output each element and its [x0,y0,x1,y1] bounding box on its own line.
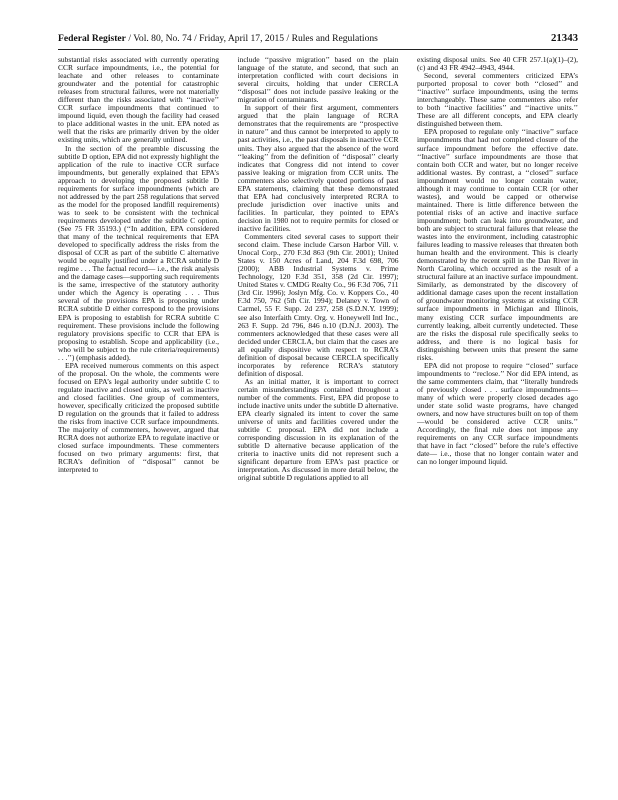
journal-name: Federal Register [58,33,126,44]
paragraph: existing disposal units. See 40 CFR 257.1(a)(1)–(2), (c) and 43 FR 4942–4943, 4944. [417,56,578,73]
text-columns [58,56,578,760]
column-3 [417,56,578,760]
paragraph: As an initial matter, it is important to correct certain misunderstandings contained throughout a number of the comments. First, EPA did propose to include inactive units under the subtitle D alternative. EPA clearly signaled its intent to cover the same universe of units and facilities covered under the subtitle C proposal. EPA did not include a corresponding discussion in its explanation of the subtitle D alternative because application of the criteria to inactive units did not represent such a significant departure from EPA’s past practice or interpretation. As discussed in more detail below, the original subtitle D regulations applied to all [237,376,399,483]
paragraph: In support of their first argument, commenters argued that the plain language of RCRA demonstrates that the requirements are ‘‘prospective in nature’’ and thus cannot be interpreted to apply to past activities, i.e., the past disposals in inactive CCR units. They also argued that the absence of the word ‘‘leaking’’ from the definition of ‘‘disposal’’ clearly indicates that Congress did not intend to cover passive leaking or migration from CCR units. The commenters also selectively quoted portions of past EPA statements, claiming that these demonstrated that EPA had conclusively interpreted RCRA to preclude jurisdiction over inactive units and facilities. In particular, they pointed to EPA’s decision in 1980 not to require permits for closed or inactive facilities. [237,103,399,233]
paragraph: Second, several commenters criticized EPA’s purported proposal to cover both ‘‘closed’’ and ‘‘inactive’’ surface impoundments, using the terms interchangeably. These same commenters also refer to both ‘‘inactive facilities’’ and ‘‘inactive units.’’ These are all different concepts, and EPA clearly distinguished between them. [417,71,578,129]
header-rule [58,49,578,50]
column-1 [58,56,219,760]
paragraph: In the section of the preamble discussing the subtitle D option, EPA did not expressly highlight the application of the rule to inactive CCR surface impoundments, but generally explained that EPA’s approach to developing the proposed subtitle D requirements for surface impoundments (which are not addressed by the part 258 regulations that served as the model for the proposed landfill requirements) was to seek to be consistent with the technical requirements developed under the subtitle C option. (See 75 FR 35193.) (‘‘In addition, EPA considered that many of the technical requirements that EPA developed to specifically address the risks from the disposal of CCR as part of the subtitle C alternative would be equally justified under a RCRA subtitle D regime . . . The factual record— i.e., the risk analysis and the damage cases—supporting such requirements is the same, irrespective of the statutory authority under which the Agency is operating . . . Thus several of the provisions EPA is proposing under RCRA subtitle D either correspond to the provisions EPA is proposing to establish for RCRA subtitle C requirement. These provisions include the following regulatory provisions specific to CCR that EPA is proposing to establish. Scope and applicability (i.e., who will be subject to the rule criteria/requirements) . . .’’) (emphasis added). [58,143,219,362]
page-header [58,32,578,48]
section-name: Rules and Regulations [291,33,378,44]
volume-number: Vol. 80, No. 74 [133,33,192,44]
paragraph: Commenters cited several cases to support their second claim. These include Carson Harbor Vill. v. Unocal Corp., 270 F.3d 863 (9th Cir. 2001); United States v. 150 Acres of Land, 204 F.3d 698, 706 (2000); ABB Industrial Systems v. Prime Technology, 120 F.3d 351, 358 (2d Cir. 1997); United States v. CMDG Realty Co., 96 F.3d 706, 711 (3rd Cir. 1996); Joslyn Mfg. Co. v. Koppers Co., 40 F.3d 750, 762 (5th Cir. 1994); Delaney v. Town of Carmel, 55 F. Supp. 2d 237, 258 (S.D.N.Y. 1999); see also Interfaith Cmty. Org. v. Honeywell Intl Inc., 263 F. Supp. 2d 796, 846 n.10 (D.N.J. 2003). The commenters acknowledged that these cases were all decided under CERCLA, but claim that the cases are all equally dispositive with respect to RCRA’s definition of disposal because CERCLA specifically incorporates by reference RCRA’s statutory definition of disposal. [237,232,399,378]
paragraph: EPA proposed to regulate only ‘‘inactive’’ surface impoundments that had not completed closure of the surface impoundment before the effective date. ‘‘Inactive’’ surface impoundments are those that contain both CCR and water, but no longer receive additional wastes. By contrast, a ‘‘closed’’ surface impoundment would no longer contain water, although it may continue to contain CCR (or other wastes), and would be capped or otherwise maintained. There is little difference between the potential risks of an active and inactive surface impoundment; both can leak into groundwater, and both are subject to structural failures that release the wastes into the environment, including catastrophic failures leading to massive releases that threaten both human health and the environment. This is clearly demonstrated by the recent spill in the Dan River in North Carolina, which occurred as the result of a structural failure at an inactive surface impoundment. Similarly, as demonstrated by the discovery of additional damage cases upon the recent installation of groundwater monitoring systems at existing CCR surface impoundments in Michigan and Illinois, many existing CCR surface impoundments are currently leaking, albeit currently undetected. These are the risks the disposal rule specifically seeks to address, and there is no logical basis for distinguishing between units that present the same risks. [417,127,578,362]
page-number: 21343 [551,32,578,44]
paragraph: substantial risks associated with currently operating CCR surface impoundments, i.e., the potential for leachate and other releases to contaminate groundwater and the potential for catastrophic releases from structural failures, were not materially different than the risks associated with ‘‘inactive’’ CCR surface impoundments that continued to impound liquid, even though the facility had ceased to place additional wastes in the unit. EPA noted as well that the risks are primarily driven by the older existing units, which are generally unlined. [58,56,219,145]
paragraph: EPA received numerous comments on this aspect of the proposal. On the whole, the comments were focused on EPA’s legal authority under subtitle C to regulate inactive and closed units, as well as inactive and closed facilities. One group of commenters, however, specifically criticized the proposed subtitle D regulation on the grounds that it failed to address the risks from inactive CCR surface impoundments. The majority of commenters, however, argued that RCRA does not authorize EPA to regulate inactive or closed surface impoundments. These commenters focused on two primary arguments: first, that RCRA’s definition of ‘‘disposal’’ cannot be interpreted to [58,360,219,475]
column-2 [238,56,399,760]
issue-date: Friday, April 17, 2015 [199,33,285,44]
paragraph: include ‘‘passive migration’’ based on the plain language of the statute, and second, that such an interpretation conflicted with court decisions in several circuits, holding that under CERCLA ‘‘disposal’’ does not include passive leaking or the migration of contaminants. [237,56,399,105]
header-citation: Federal Register / Vol. 80, No. 74 / Friday, April 17, 2015 / Rules and Regulations [58,33,378,44]
paragraph: EPA did not propose to require ‘‘closed’’ surface impoundments to ‘‘reclose.’’ Nor did EPA intend, as the same commenters claim, that ‘‘literally hundreds of previously closed . . . surface impoundments—many of which were properly closed decades ago under state solid waste programs, have changed owners, and now have structures built on top of them—would be considered active CCR units.’’ Accordingly, the final rule does not impose any requirements on any CCR surface impoundments that have in fact ‘‘closed’’ before the rule’s effective date— i.e., those that no longer contain water and can no longer impound liquid. [417,360,578,467]
